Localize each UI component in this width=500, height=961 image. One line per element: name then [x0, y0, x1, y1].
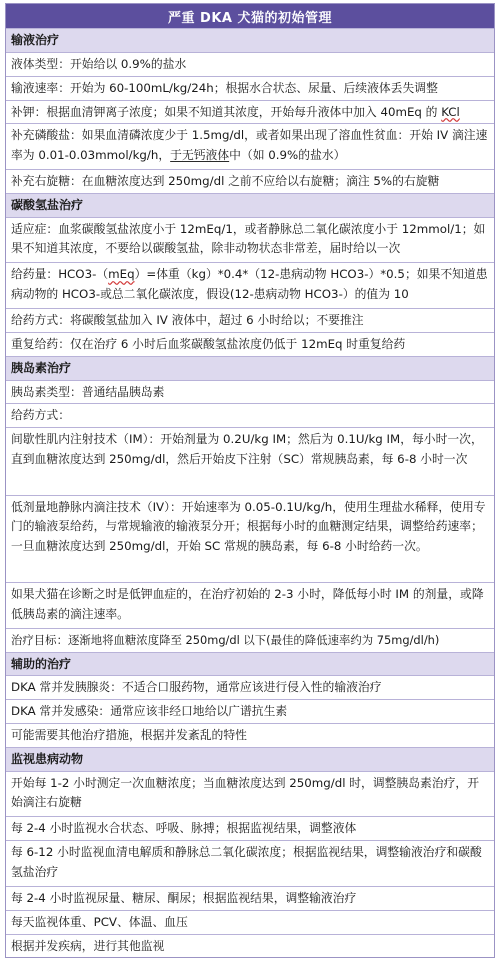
insulin-iv-row: 低剂量地静脉内滴注技术（IV）：开始速率为 0.05-0.1U/kg/h，使用生理盐水稀释，使用专门的输液泵给药，与常规输液的输液泵分开；根据每小时的血糖测定结果，调整给药速率；一旦血糖浓度达到 250mg/dl，开始 SC 常规的胰岛素，每 6-8 小时给药一次。	[6, 495, 494, 582]
phosphate-row	[6, 123, 494, 169]
insulin-hypokalemia-row: 如果犬猫在诊断之时是低钾血症的，在治疗初始的 2-3 小时，降低每小时 IM 的剂量，或降低胰岛素的滴注速率。	[6, 582, 494, 628]
bicarb-dose-text-1: 给药量：HCO3-（	[11, 267, 109, 282]
phosphate-text-3: 中（如 0.9%的盐水）	[229, 147, 346, 162]
section-header-bicarbonate: 碳酸氢盐治疗	[6, 193, 494, 217]
monitor-other-row: 根据并发疾病，进行其他监视	[6, 934, 494, 957]
adjunct-other-row: 可能需要其他治疗措施，根据并发紊乱的特性	[6, 723, 494, 747]
bicarb-dose-row	[6, 262, 494, 308]
monitor-hydration-row: 每 2-4 小时监视水合状态、呼吸、脉搏；根据监视结果，调整液体	[6, 816, 494, 840]
potassium-row	[6, 100, 494, 124]
monitor-glucose-row: 开始每 1-2 小时测定一次血糖浓度；当血糖浓度达到 250mg/dl 时，调整胰岛素治疗，开始滴注右旋糖	[6, 771, 494, 817]
phosphate-text-2: 于无钙液体	[170, 147, 230, 162]
bicarb-method-row: 给药方式：将碳酸氢盐加入 IV 液体中，超过 6 小时给以；不要推注	[6, 308, 494, 332]
monitor-urine-row: 每 2-4 小时监视尿量、糖尿、酮尿；根据监视结果，调整输液治疗	[6, 886, 494, 910]
insulin-type-row: 胰岛素类型：普通结晶胰岛素	[6, 380, 494, 404]
monitor-daily-row: 每天监视体重、PCV、体温、血压	[6, 910, 494, 934]
bicarb-repeat-row: 重复给药：仅在治疗 6 小时后血浆碳酸氢盐浓度仍低于 12mEq 时重复给药	[6, 332, 494, 356]
fluid-rate-row: 输液速率：开始为 60-100mL/kg/24h；根据水合状态、尿量、后续液体丢失调整	[6, 76, 494, 100]
potassium-text: 补钾：根据血清钾离子浓度；如果不知道其浓度，开始每升液体中加入 40mEq 的	[11, 104, 442, 119]
section-header-adjunct: 辅助的治疗	[6, 652, 494, 676]
insulin-method-row: 给药方式：	[6, 403, 494, 427]
dka-management-table	[5, 3, 495, 958]
monitor-electrolytes-row: 每 6-12 小时监视血清电解质和静脉总二氧化碳浓度；根据监视结果，调整输液治疗和碳酸氢盐治疗	[6, 840, 494, 886]
table-title: 严重 DKA 犬猫的初始管理	[6, 4, 494, 28]
bicarb-dose-unit: mEq	[108, 267, 135, 282]
insulin-goal-row: 治疗目标：逐渐地将血糖浓度降至 250mg/dl 以下(最佳的降低速率约为 75mg/dl/h)	[6, 628, 494, 652]
potassium-kcl: KCl	[441, 104, 460, 119]
fluid-type-row: 液体类型：开始给以 0.9%的盐水	[6, 52, 494, 76]
dextrose-row: 补充右旋糖：在血糖浓度达到 250mg/dl 之前不应给以右旋糖；滴注 5%的右旋糖	[6, 169, 494, 193]
insulin-im-row: 间歇性肌内注射技术（IM）：开始剂量为 0.2U/kg IM；然后为 0.1U/kg IM，每小时一次，直到血糖浓度达到 250mg/dl，然后开始皮下注射（SC）常规胰岛素，每 6-8 小时一次	[6, 427, 494, 494]
bicarb-dose-text-2: ）=体重（kg）*0.4*（12-患病动物 HCO3-）*0.5；如果不知道患病动物的 HCO3-或总二氧化碳浓度，假设(12-患病动物 HCO3-）的值为 10	[11, 267, 488, 301]
section-header-monitor: 监视患病动物	[6, 747, 494, 771]
adjunct-pancreatitis-row: DKA 常并发胰腺炎：不适合口服药物，通常应该进行侵入性的输液治疗	[6, 675, 494, 699]
section-header-insulin: 胰岛素治疗	[6, 356, 494, 380]
section-header-fluid: 输液治疗	[6, 28, 494, 52]
phosphate-text-1: 补充磷酸盐：如果血清磷浓度少于 1.5mg/dl，或者如果出现了溶血性贫血：开始 IV 滴注速率为 0.01-0.03mmol/kg/h，	[11, 128, 488, 162]
bicarb-indication-row: 适应症：血浆碳酸氢盐浓度小于 12mEq/1，或者静脉总二氧化碳浓度小于 12mmol/1；如果不知道其浓度，不要给以碳酸氢盐，除非动物状态非常差，届时给以一次	[6, 217, 494, 263]
adjunct-infection-row: DKA 常并发感染：通常应该非经口地给以广谱抗生素	[6, 699, 494, 723]
